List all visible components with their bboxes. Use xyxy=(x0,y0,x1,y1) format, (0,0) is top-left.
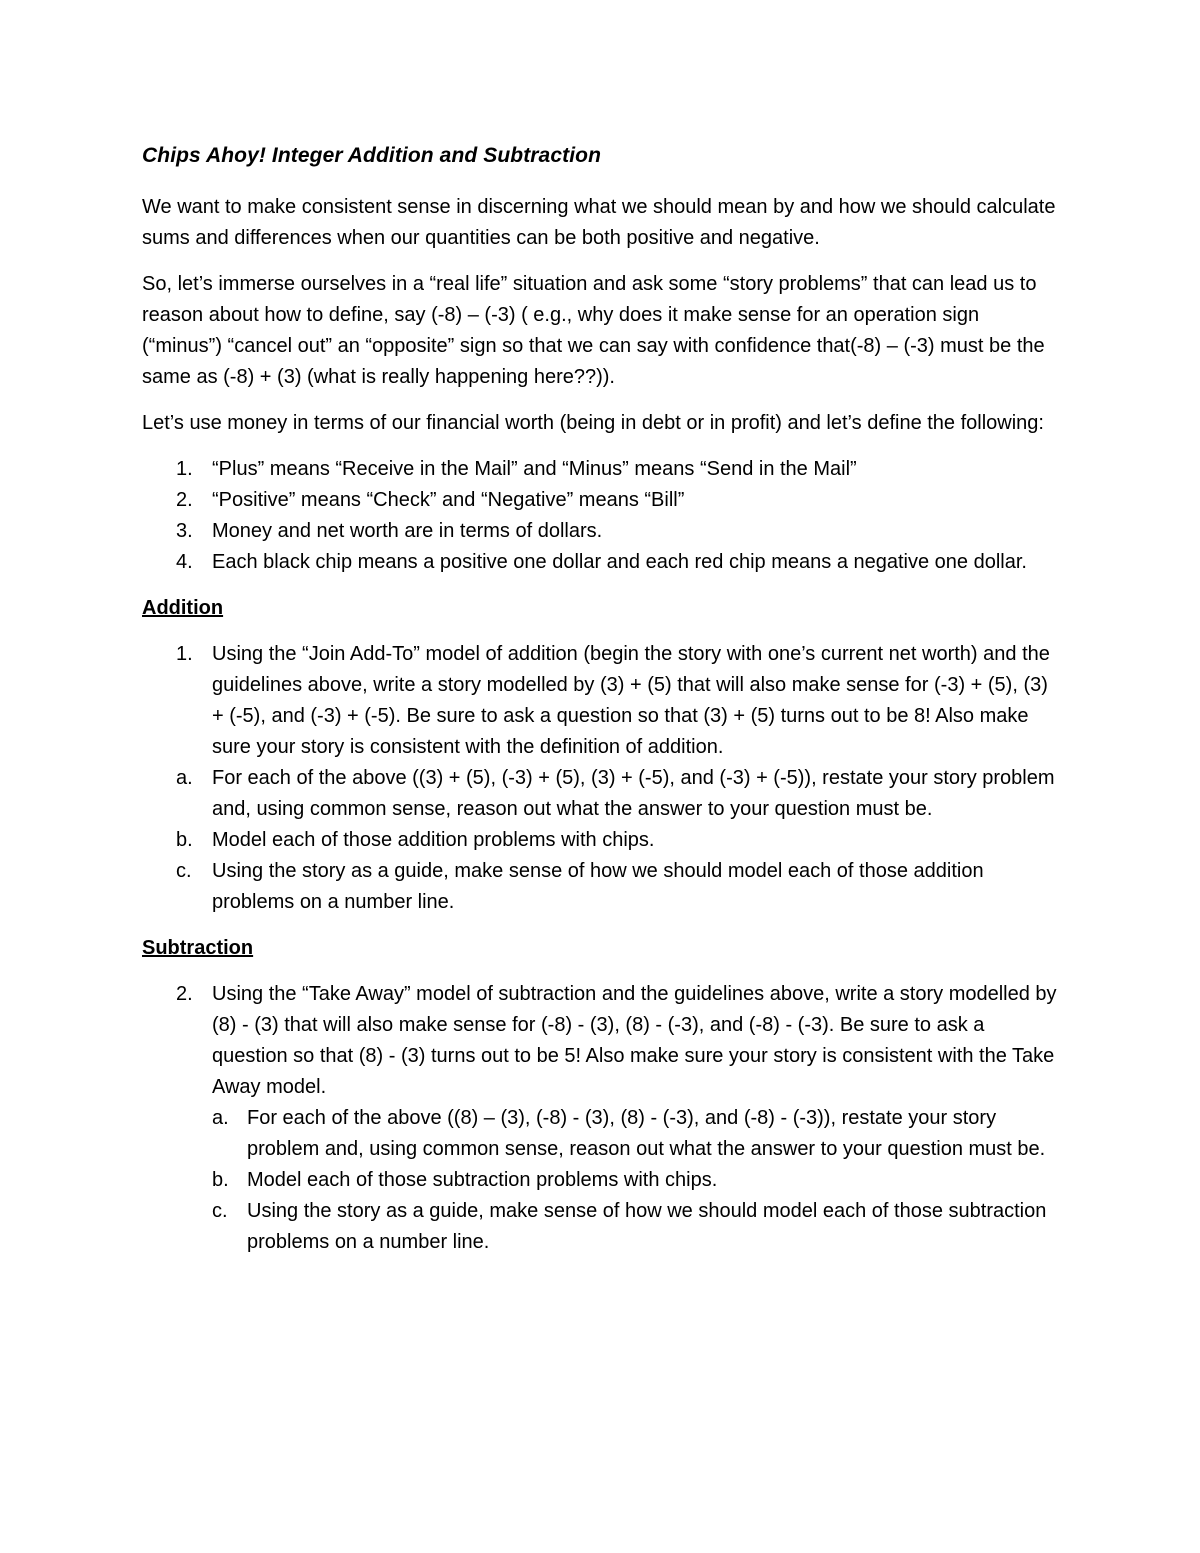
list-item-text: “Plus” means “Receive in the Mail” and “Minus” means “Send in the Mail” xyxy=(212,458,857,481)
list-item-text: Model each of those addition problems with chips. xyxy=(212,829,655,852)
list-item xyxy=(142,1103,1062,1165)
list-marker: 2. xyxy=(176,489,193,512)
intro-paragraph: Let’s use money in terms of our financial worth (being in debt or in profit) and let’s define the following: xyxy=(142,412,1044,435)
addition-list xyxy=(142,639,1062,918)
list-item xyxy=(142,516,1062,547)
list-item xyxy=(142,763,1062,825)
list-marker: 4. xyxy=(176,551,193,574)
list-item-text: Using the story as a guide, make sense of how we should model each of those addition problems on a number line. xyxy=(212,860,984,914)
document-title: Chips Ahoy! Integer Addition and Subtraction xyxy=(142,144,601,167)
list-marker: 2. xyxy=(176,983,193,1006)
list-item xyxy=(142,485,1062,516)
list-marker: a. xyxy=(176,767,193,790)
subtraction-list xyxy=(142,979,1062,1258)
list-marker: 1. xyxy=(176,643,193,666)
addition-heading: Addition xyxy=(142,597,224,620)
list-item-text: “Positive” means “Check” and “Negative” means “Bill” xyxy=(212,489,685,512)
list-item-text: Model each of those subtraction problems with chips. xyxy=(247,1169,718,1192)
document-page xyxy=(142,143,1062,1273)
list-marker: c. xyxy=(212,1200,228,1223)
list-item xyxy=(142,979,1062,1103)
subtraction-heading: Subtraction xyxy=(142,937,254,960)
list-item xyxy=(142,856,1062,918)
intro-paragraph: We want to make consistent sense in discerning what we should mean by and how we should calculate sums and differences when our quantities can be both positive and negative. xyxy=(142,196,1056,250)
list-item-text: Using the story as a guide, make sense of how we should model each of those subtraction problems on a number line. xyxy=(247,1200,1047,1254)
list-item-text: Money and net worth are in terms of dollars. xyxy=(212,520,603,543)
list-item xyxy=(142,1196,1062,1258)
list-item xyxy=(142,454,1062,485)
list-item-text: For each of the above ((3) + (5), (-3) + (5), (3) + (-5), and (-3) + (-5)), restate your story problem and, using common sense, reason out what the answer to your question must be. xyxy=(212,767,1055,821)
list-item xyxy=(142,547,1062,578)
list-item xyxy=(142,825,1062,856)
intro-paragraph: So, let’s immerse ourselves in a “real life” situation and ask some “story problems” that can lead us to reason about how to define, say (-8) – (-3) ( e.g., why does it make sense for an operation sign (“minus”) “cancel out” an “opposite” sign so that we can say with confidence that(-8) – (-3) must be the same as (-8) + (3) (what is really happening here??)). xyxy=(142,273,1045,389)
list-item-text: Using the “Join Add-To” model of addition (begin the story with one’s current net worth) and the guidelines above, write a story modelled by (3) + (5) that will also make sense for (-3) + (5), (3) + (-5), and (-3) + (-5). Be sure to ask a question so that (3) + (5) turns out to be 8! Also make sure your story is consistent with the definition of addition. xyxy=(212,643,1050,759)
list-item-text: Each black chip means a positive one dollar and each red chip means a negative one dollar. xyxy=(212,551,1027,574)
list-item-text: For each of the above ((8) – (3), (-8) - (3), (8) - (-3), and (-8) - (-3)), restate your story problem and, using common sense, reason out what the answer to your question must be. xyxy=(247,1107,1046,1161)
list-item-text: Using the “Take Away” model of subtraction and the guidelines above, write a story modelled by (8) - (3) that will also make sense for (-8) - (3), (8) - (-3), and (-8) - (-3). Be sure to ask a question so that (8) - (3) turns out to be 5! Also make sure your story is consistent with the Take Away model. xyxy=(212,983,1057,1099)
list-marker: 3. xyxy=(176,520,193,543)
list-marker: 1. xyxy=(176,458,193,481)
list-item xyxy=(142,639,1062,763)
list-marker: b. xyxy=(176,829,193,852)
list-item xyxy=(142,1165,1062,1196)
definitions-list xyxy=(142,454,1062,578)
list-marker: b. xyxy=(212,1169,229,1192)
list-marker: c. xyxy=(176,860,192,883)
list-marker: a. xyxy=(212,1107,229,1130)
